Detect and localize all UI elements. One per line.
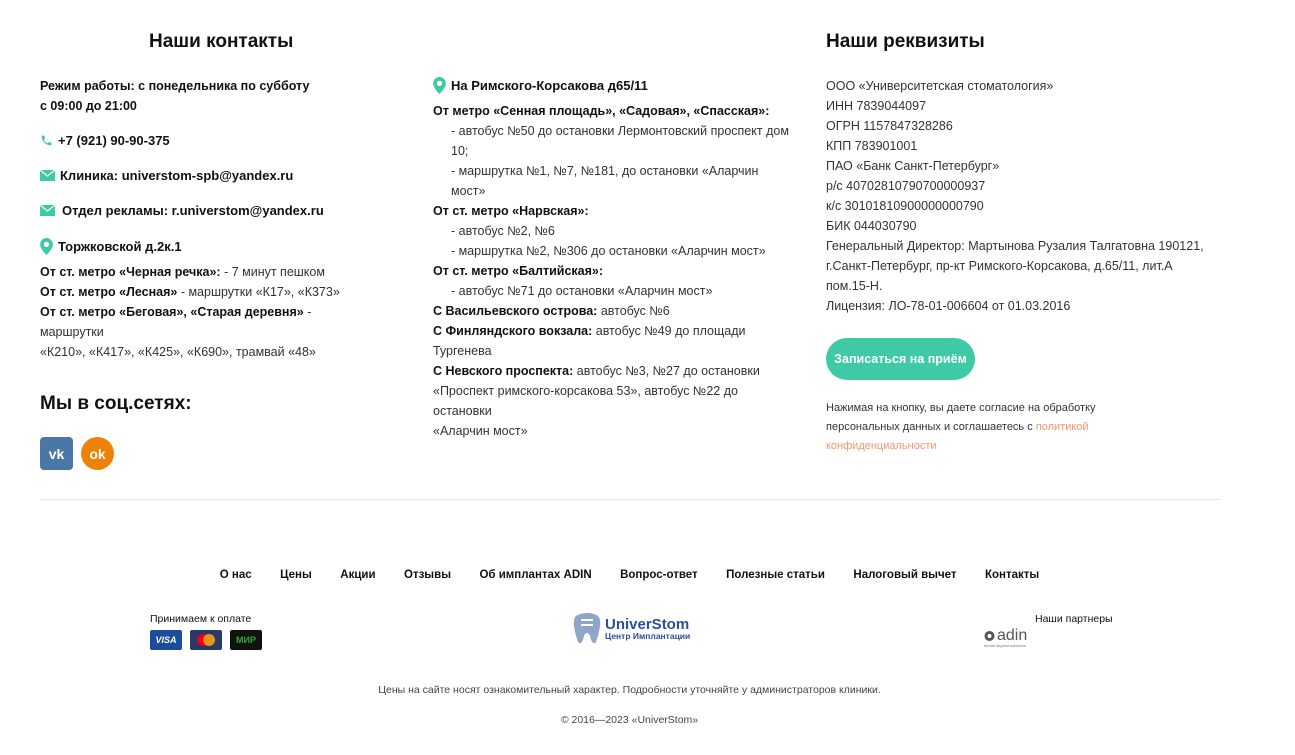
direction-line: - автобус №2, №6 xyxy=(451,224,555,238)
metro-line: От ст. метро «Беговая», «Старая деревня» - маршрутки xyxy=(40,305,312,339)
direction-line: С Невского проспекта: автобус №3, №27 до остановки xyxy=(433,364,760,378)
mastercard-icon xyxy=(190,630,222,650)
direction-line: «Аларчин мост» xyxy=(433,424,528,438)
requisite-line: ИНН 7839044097 xyxy=(826,99,927,113)
hours-line-2: с 09:00 до 21:00 xyxy=(40,99,137,113)
address-row xyxy=(40,238,182,255)
nav-item-reviews[interactable]: Отзывы xyxy=(404,569,452,581)
metro-line: «К210», «К417», «К425», «К690», трамвай «48» xyxy=(40,345,316,359)
requisite-line: Лицензия: ЛО-78-01-006604 от 01.03.2016 xyxy=(826,299,1071,313)
metro-line: От ст. метро «Лесная» - маршрутки «К17», «К373» xyxy=(40,285,340,299)
direction-line: - маршрутка №1, №7, №181, до остановки «Аларчин мост» xyxy=(451,164,759,198)
nav-item-contacts[interactable]: Контакты xyxy=(985,569,1040,581)
mir-icon: МИР xyxy=(230,630,262,650)
direction-line: С Финляндского вокзала: автобус №49 до площади Тургенева xyxy=(433,324,746,358)
requisites-title: Наши реквизиты xyxy=(826,31,985,52)
footer-nav xyxy=(0,565,1259,583)
address-torzhkovskaya: Торжковской д.2к.1 xyxy=(58,239,182,254)
email-ads-row[interactable] xyxy=(40,203,324,218)
requisite-line: ПАО «Банк Санкт-Петербург» xyxy=(826,159,1000,173)
nav-item-faq[interactable]: Вопрос-ответ xyxy=(620,569,698,581)
adin-mark-icon xyxy=(984,630,995,642)
hours-line-1: Режим работы: с понедельника по субботу xyxy=(40,79,310,93)
location-pin-icon xyxy=(40,238,53,255)
direction-line: - автобус №71 до остановки «Аларчин мост» xyxy=(451,284,713,298)
tooth-logo-icon xyxy=(572,612,602,645)
phone-number[interactable]: +7 (921) 90-90-375 xyxy=(58,133,170,148)
mail-icon xyxy=(40,170,55,181)
requisite-line: Генеральный Директор: Мартынова Рузалия Талгатовна 190121, xyxy=(826,239,1204,253)
email-ads[interactable]: Отдел рекламы: r.universtom@yandex.ru xyxy=(62,203,324,218)
direction-line: От метро «Сенная площадь», «Садовая», «Спасская»: xyxy=(433,104,770,118)
logo-main-text: UniverStom xyxy=(605,615,690,633)
payment-label: Принимаем к оплате xyxy=(150,613,252,625)
book-appointment-button[interactable]: Записаться на приём xyxy=(826,338,975,380)
email-clinic-row[interactable] xyxy=(40,168,293,183)
metro-directions xyxy=(40,262,370,362)
partners-label: Наши партнеры xyxy=(1035,613,1113,625)
nav-item-adin[interactable]: Об имплантах ADIN xyxy=(479,569,592,581)
nav-item-tax[interactable]: Налоговый вычет xyxy=(853,569,957,581)
direction-line: От ст. метро «Балтийская»: xyxy=(433,264,604,278)
address2-directions xyxy=(433,101,793,441)
privacy-policy-link[interactable]: политикой конфиденциальности xyxy=(826,421,1089,452)
requisite-line: ОГРН 1157847328286 xyxy=(826,119,953,133)
address-rimskogo-korsakova: На Римского-Корсакова д65/11 xyxy=(451,78,648,93)
visa-icon: VISA xyxy=(150,630,182,650)
direction-line: - маршрутка №2, №306 до остановки «Аларчин мост» xyxy=(451,244,766,258)
footer-divider xyxy=(40,499,1220,500)
adin-text: adin xyxy=(997,627,1028,644)
requisite-line: КПП 783901001 xyxy=(826,139,918,153)
nav-item-about[interactable]: О нас xyxy=(219,569,252,581)
work-hours xyxy=(40,76,309,116)
requisite-line: г.Санкт-Петербург, пр-кт Римского-Корсакова, д.65/11, лит.А xyxy=(826,259,1173,273)
direction-line: «Проспект римского-корсакова 53», автобус №22 до остановки xyxy=(433,384,738,418)
direction-line: С Васильевского острова: автобус №6 xyxy=(433,304,670,318)
ok-icon[interactable]: ok xyxy=(81,437,114,470)
metro-line: От ст. метро «Черная речка»: - 7 минут пешком xyxy=(40,265,325,279)
requisite-line: пом.15-Н. xyxy=(826,279,883,293)
direction-line: - автобус №50 до остановки Лермонтовский проспект дом 10; xyxy=(451,124,789,158)
nav-item-prices[interactable]: Цены xyxy=(280,569,312,581)
social-title: Мы в соц.сетях: xyxy=(40,393,192,414)
logo-sub-text: Центр Имплантации xyxy=(605,630,691,641)
requisite-line: БИК 044030790 xyxy=(826,219,917,233)
requisites-list xyxy=(826,76,1206,316)
nav-item-articles[interactable]: Полезные статьи xyxy=(726,569,825,581)
contacts-title: Наши контакты xyxy=(149,31,294,52)
direction-line: От ст. метро «Нарвская»: xyxy=(433,204,589,218)
mail-icon xyxy=(40,205,55,216)
copyright: © 2016—2023 «UniverStom» xyxy=(560,714,699,726)
address2-row xyxy=(433,77,648,94)
nav-item-promotions[interactable]: Акции xyxy=(340,569,376,581)
requisite-line: ООО «Университетская стоматология» xyxy=(826,79,1054,93)
email-clinic[interactable]: Клиника: universtom-spb@yandex.ru xyxy=(60,168,294,183)
requisite-line: р/с 40702810790700000937 xyxy=(826,179,986,193)
phone-icon xyxy=(40,134,53,147)
universtom-logo[interactable] xyxy=(572,612,690,645)
requisite-line: к/с 30101810900000000790 xyxy=(826,199,984,213)
mastercard-circles xyxy=(195,633,217,647)
consent-text: Нажимая на кнопку, вы даете согласие на обработку персональных данных и соглашаетесь с политикой конфиденциальности xyxy=(826,402,1096,452)
adin-logo[interactable] xyxy=(984,628,1027,648)
prices-disclaimer: Цены на сайте носят ознакомительный характер. Подробности уточняйте у администраторов клиники. xyxy=(378,684,881,696)
location-pin-icon xyxy=(433,77,446,94)
phone-row[interactable] xyxy=(40,133,170,148)
adin-subtext: dental implant solutions xyxy=(984,643,1026,648)
vk-icon[interactable]: vk xyxy=(40,437,73,470)
